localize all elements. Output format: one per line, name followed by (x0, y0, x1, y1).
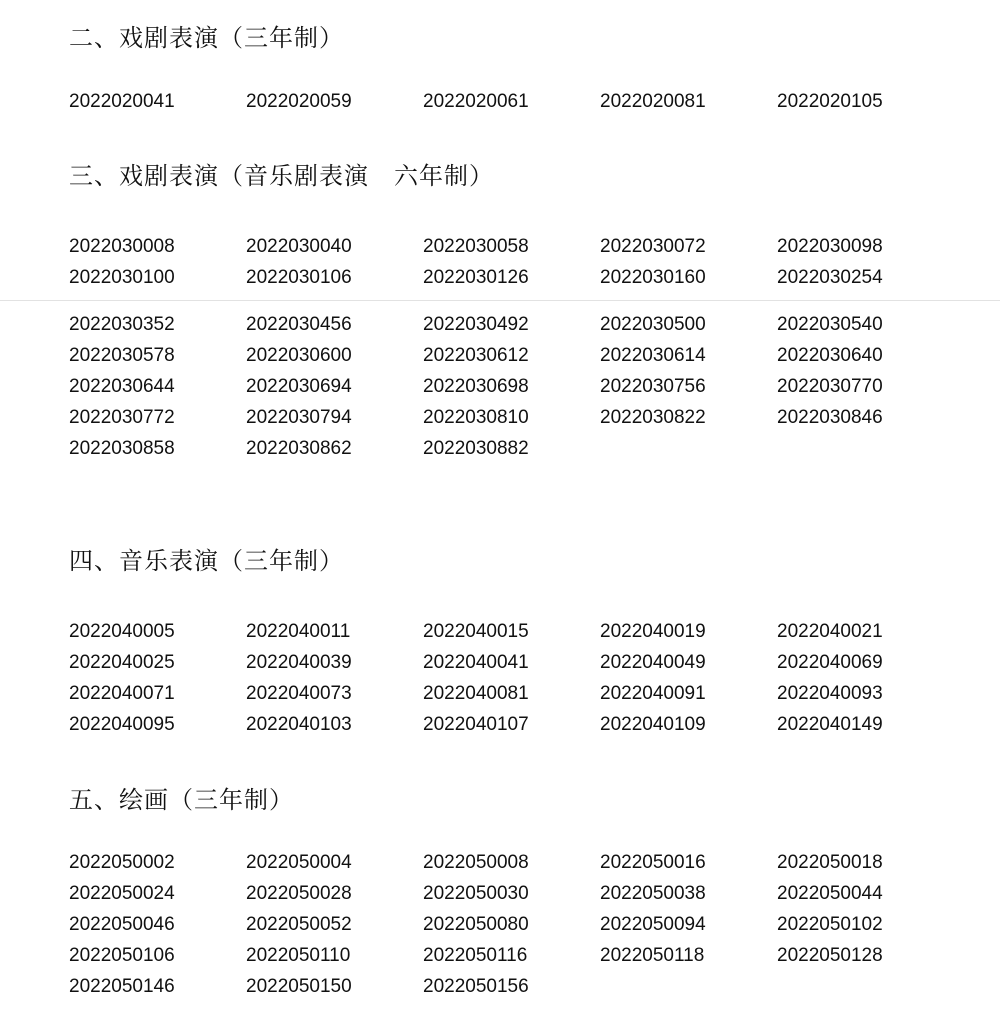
student-id: 2022040021 (777, 621, 883, 642)
student-id: 2022030456 (246, 314, 352, 335)
student-id: 2022050002 (69, 852, 175, 873)
section-heading-music-performance-3yr: 四、音乐表演（三年制） (69, 547, 344, 575)
student-id: 2022040149 (777, 714, 883, 735)
student-id: 2022050016 (600, 852, 706, 873)
student-id: 2022050038 (600, 883, 706, 904)
student-id: 2022030640 (777, 345, 883, 366)
section-heading-painting-3yr: 五、绘画（三年制） (69, 786, 294, 814)
student-id: 2022030810 (423, 407, 529, 428)
student-id: 2022030352 (69, 314, 175, 335)
student-id: 2022050052 (246, 914, 352, 935)
student-id: 2022050110 (246, 945, 351, 966)
student-id: 2022030756 (600, 376, 706, 397)
student-id: 2022030106 (246, 267, 352, 288)
student-id: 2022030882 (423, 438, 529, 459)
student-id: 2022040025 (69, 652, 175, 673)
student-id: 2022040091 (600, 683, 706, 704)
student-id: 2022040073 (246, 683, 352, 704)
student-id: 2022040039 (246, 652, 352, 673)
student-id: 2022040093 (777, 683, 883, 704)
student-id: 2022020061 (423, 91, 529, 112)
student-id: 2022040095 (69, 714, 175, 735)
student-id: 2022030822 (600, 407, 706, 428)
student-id: 2022030160 (600, 267, 706, 288)
student-id: 2022030644 (69, 376, 175, 397)
student-id: 2022030862 (246, 438, 352, 459)
student-id: 2022050028 (246, 883, 352, 904)
student-id: 2022050030 (423, 883, 529, 904)
student-id: 2022050102 (777, 914, 883, 935)
student-id: 2022050146 (69, 976, 175, 997)
student-id: 2022040019 (600, 621, 706, 642)
student-id: 2022050118 (600, 945, 705, 966)
student-id: 2022030858 (69, 438, 175, 459)
student-id: 2022030698 (423, 376, 529, 397)
student-id: 2022040107 (423, 714, 529, 735)
student-id: 2022030794 (246, 407, 352, 428)
id-grid (69, 616, 949, 740)
student-id: 2022040041 (423, 652, 529, 673)
student-id: 2022020105 (777, 91, 883, 112)
student-id: 2022040071 (69, 683, 175, 704)
student-id: 2022040011 (246, 621, 351, 642)
id-grid (69, 231, 949, 293)
student-id: 2022030772 (69, 407, 175, 428)
student-id: 2022020041 (69, 91, 175, 112)
student-id: 2022020081 (600, 91, 706, 112)
student-id: 2022030500 (600, 314, 706, 335)
id-grid (69, 86, 949, 117)
student-id: 2022030612 (423, 345, 529, 366)
student-id: 2022020059 (246, 91, 352, 112)
student-id: 2022040081 (423, 683, 529, 704)
student-id: 2022050156 (423, 976, 529, 997)
student-id: 2022030492 (423, 314, 529, 335)
id-grid (69, 847, 949, 1002)
student-id: 2022030098 (777, 236, 883, 257)
student-id: 2022050150 (246, 976, 352, 997)
student-id: 2022040015 (423, 621, 529, 642)
student-id: 2022030254 (777, 267, 883, 288)
page-divider (0, 300, 1000, 301)
student-id: 2022050044 (777, 883, 883, 904)
student-id: 2022030040 (246, 236, 352, 257)
student-id: 2022050046 (69, 914, 175, 935)
student-id: 2022040103 (246, 714, 352, 735)
student-id: 2022050024 (69, 883, 175, 904)
student-id: 2022050128 (777, 945, 883, 966)
student-id: 2022040069 (777, 652, 883, 673)
student-id: 2022050080 (423, 914, 529, 935)
student-id: 2022030008 (69, 236, 175, 257)
student-id: 2022050116 (423, 945, 528, 966)
section-heading-drama-3yr: 二、戏剧表演（三年制） (69, 24, 344, 52)
student-id: 2022050094 (600, 914, 706, 935)
student-id: 2022030072 (600, 236, 706, 257)
student-id: 2022050106 (69, 945, 175, 966)
student-id: 2022030100 (69, 267, 175, 288)
student-id: 2022030846 (777, 407, 883, 428)
student-id: 2022030600 (246, 345, 352, 366)
student-id: 2022040005 (69, 621, 175, 642)
section-heading-musical-theatre-6yr: 三、戏剧表演（音乐剧表演 六年制） (69, 162, 494, 190)
student-id: 2022050004 (246, 852, 352, 873)
student-id: 2022030694 (246, 376, 352, 397)
student-id: 2022030058 (423, 236, 529, 257)
student-id: 2022050018 (777, 852, 883, 873)
student-id: 2022030540 (777, 314, 883, 335)
student-id: 2022030578 (69, 345, 175, 366)
student-id: 2022030614 (600, 345, 706, 366)
student-id: 2022030126 (423, 267, 529, 288)
student-id: 2022040109 (600, 714, 706, 735)
id-grid (69, 309, 949, 464)
student-id: 2022030770 (777, 376, 883, 397)
student-id: 2022040049 (600, 652, 706, 673)
student-id: 2022050008 (423, 852, 529, 873)
